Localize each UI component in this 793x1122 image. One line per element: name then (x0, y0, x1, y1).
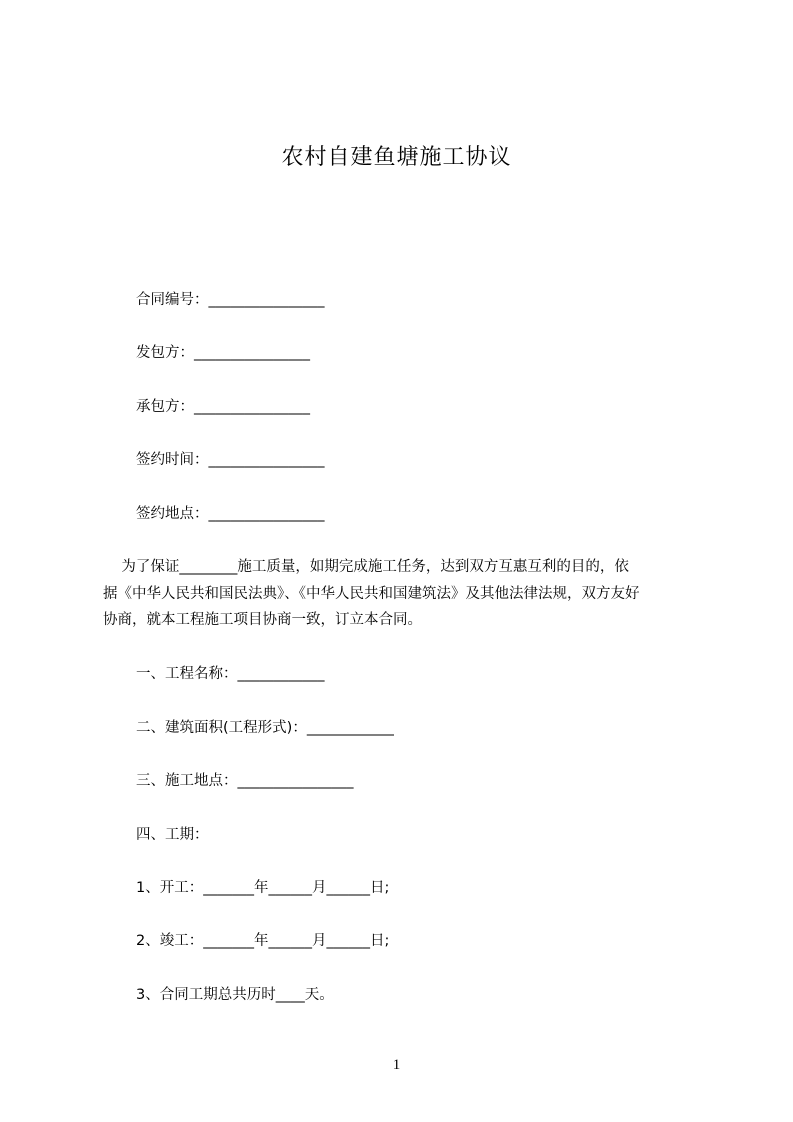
clause-construction-site: 三、施工地点：________________ (136, 773, 354, 789)
clause-building-area: 二、建筑面积(工程形式)：____________ (136, 720, 394, 736)
document-title: 农村自建鱼塘施工协议 (281, 145, 512, 170)
preamble-line: 据《中华人民共和国民法典》、《中华人民共和国建筑法》及其他法律法规，双方友好 (103, 585, 640, 602)
page-number: 1 (392, 1057, 401, 1073)
clause-total-days: 3、合同工期总共历时____天。 (136, 987, 334, 1003)
clause-project-name: 一、工程名称：____________ (136, 666, 325, 682)
party-a-field: 发包方：________________ (136, 345, 310, 361)
sign-time-field: 签约时间：________________ (136, 452, 325, 468)
clause-start-date: 1、开工：_______年______月______日; (136, 880, 390, 896)
clause-completion-date: 2、竣工：_______年______月______日; (136, 933, 390, 949)
clause-duration-heading: 四、工期： (136, 827, 209, 843)
sign-place-field: 签约地点：________________ (136, 506, 325, 522)
preamble-paragraph (103, 554, 703, 634)
preamble-line: 协商，就本工程施工项目协商一致，订立本合同。 (103, 612, 422, 628)
party-b-field: 承包方：________________ (136, 399, 310, 415)
preamble-line: 为了保证________施工质量，如期完成施工任务，达到双方互惠互利的目的，依 (103, 559, 629, 575)
contract-number-field: 合同编号：________________ (136, 292, 325, 308)
